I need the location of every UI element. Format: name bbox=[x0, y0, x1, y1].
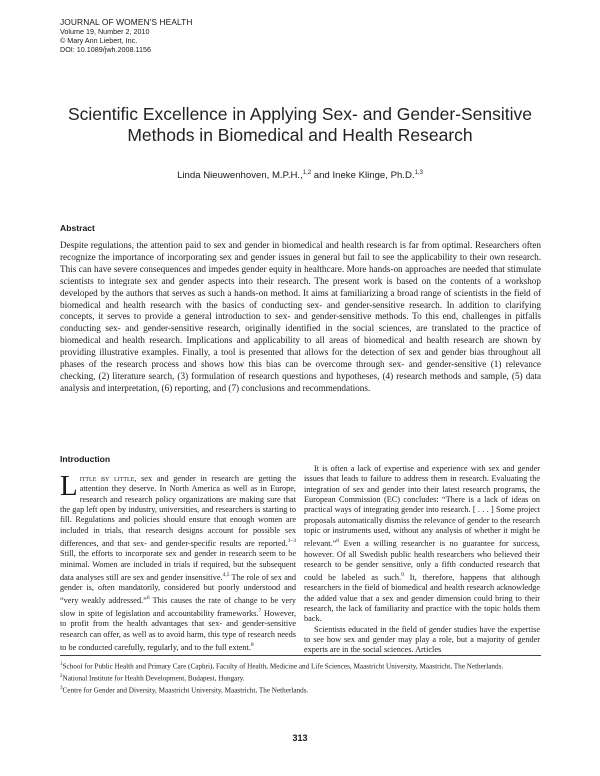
intro-paragraph-1 bbox=[60, 470, 297, 653]
right-column bbox=[304, 464, 540, 656]
author-1-affiliation: 1,2 bbox=[302, 170, 312, 176]
footnote-text: National Institute for Health Development, Budapest, Hungary. bbox=[62, 674, 245, 683]
author-1: Linda Nieuwenhoven, M.P.H., bbox=[177, 170, 303, 182]
intro-paragraph-3: Scientists educated in the field of gender studies have the expertise to see how sex and gender may play a role, but a majority of gender experts are in the social sciences. Articles bbox=[304, 624, 540, 655]
intro-text: The role of sex and gender is, often mandatorily, considered but poorly understood and “very weakly addressed.” bbox=[60, 572, 296, 606]
drop-cap: L bbox=[60, 470, 78, 502]
intro-text: , sex and gender in research are getting the attention they deserve. In North America as well as in Europe, research and research policy organizations are making sure that the gap left open by industry, universities, and researchers is starting to fill. Regulations and policies should ensure that enough women are included in trials, that research designs account for possible sex differences, and that sex- and gender-specific results are reported. bbox=[60, 474, 296, 548]
footnote bbox=[60, 684, 541, 696]
abstract-heading: Abstract bbox=[60, 223, 95, 233]
footnotes bbox=[60, 660, 541, 696]
journal-volume: Volume 19, Number 2, 2010 bbox=[60, 27, 150, 36]
intro-text: This causes the rate of change to be very slow in spite of legislation and accountability frameworks. bbox=[60, 596, 296, 619]
footnote-text: School for Public Health and Primary Care (Caphri), Faculty of Health, Medicine and Life Sciences, Maastricht University, Maastricht, The Netherlands. bbox=[62, 662, 504, 671]
footnote bbox=[60, 672, 541, 684]
journal-header bbox=[60, 18, 193, 54]
abstract-text: Despite regulations, the attention paid to sex and gender in biomedical and health research is far from optimal. Researchers often recognize the importance of incorporating sex and gender issues in general but fail to see the applicability to their own research. This can have severe consequences and impedes gender equity in healthcare. More hands-on approaches are needed that stimulate scientists to integrate sex and gender aspects into their research. The present work is based on the contents of a workshop developed by the authors that serves as such a hands-on method. It aims at familiarizing a broad range of scientists in the field of biomedical and health research with the basics of conducting sex- and gender-sensitive research. In addition to clarifying concepts, it serves to provide a general introduction to sex- and gender-sensitive methods. To this end, challenges in pitfalls conducting sex- and gender-sensitive research, originally identified in the social sciences, are translated to the practice of biomedical and health research. Implications and applicability to all areas of biomedical and health research are shown by providing illustrative examples. Finally, a tool is presented that allows for the detection of sex and gender bias throughout all phases of the research process and shows how this bias can be overcome through sex- and gender-sensitive (1) relevance checking, (2) literature search, (3) formulation of research questions and hypotheses, (4) research methods and sample, (5) data analysis and interpretation, (6) reporting, and (7) conclusions and recommendations. bbox=[60, 240, 541, 393]
citation: 9 bbox=[401, 572, 404, 579]
title-line-2: Methods in Biomedical and Health Research bbox=[127, 125, 473, 145]
footnote-marker: 2 bbox=[60, 673, 63, 679]
intro-text: Even a willing researcher is no guarantee for success, however. Of all Swedish public health researchers who believed their research to be gender sensitive, only a fifth conducted research that could be labeled as such. bbox=[304, 539, 540, 582]
footnote-text: Centre for Gender and Diversity, Maastricht University, Maastricht, The Netherlands. bbox=[62, 686, 309, 695]
intro-text: It, therefore, happens that although researchers in the field of biomedical and health research acknowledge the added value that a sex and gender dimension could bring to their research, the lack of familiarity and practice with the topic holds them back. bbox=[304, 572, 540, 624]
author-2: Ineke Klinge, Ph.D. bbox=[332, 170, 415, 182]
opening-small-caps: ittle by little bbox=[79, 474, 135, 483]
citation: 7 bbox=[258, 608, 262, 615]
journal-doi: DOI: 10.1089/jwh.2008.1156 bbox=[60, 45, 151, 54]
author-conjunction: and bbox=[311, 170, 333, 182]
introduction-heading: Introduction bbox=[60, 454, 111, 464]
journal-copyright: © Mary Ann Liebert, Inc. bbox=[60, 36, 138, 45]
citation: 4,5 bbox=[222, 571, 230, 578]
footnote-marker: 3 bbox=[60, 685, 63, 691]
citation: 8 bbox=[250, 642, 254, 649]
intro-paragraph-2 bbox=[304, 464, 540, 625]
author-line bbox=[40, 170, 560, 181]
title-line-1: Scientific Excellence in Applying Sex- and Gender-Sensitive bbox=[68, 104, 532, 124]
intro-text: However, to profit from the health advantages that sex- and gender-sensitive research can offer, as well as to avoid harm, this type of research needs to be conducted carefully, regularly, and to the full extent. bbox=[60, 609, 297, 652]
author-2-affiliation: 1,3 bbox=[414, 170, 423, 176]
footnote bbox=[60, 660, 541, 672]
intro-text: Still, the efforts to incorporate sex and gender in research seem to be minimal. Women are included in trials if required, but the subsequent data analyses still are sex and gender insensitive. bbox=[60, 549, 296, 582]
citation: 6 bbox=[336, 538, 340, 545]
article-title bbox=[40, 104, 560, 146]
intro-text: It is often a lack of expertise and experience with sex and gender issues that leads to failure to address them in research. Evaluating the integration of sex and gender into their latest research programs, the European Commission (EC) concludes: “There is a lack of ideas on practical ways of integrating gender into research. [ . . . ] Some project proposals automatically dismiss the relevance of gender to the research topic or instruments used, without any analysis of whether it might be relevant.” bbox=[304, 464, 540, 549]
citation: 1–3 bbox=[287, 538, 296, 545]
page-number: 313 bbox=[292, 733, 308, 743]
left-column bbox=[60, 470, 297, 653]
footnote-marker: 1 bbox=[60, 662, 63, 667]
journal-name: JOURNAL OF WOMEN'S HEALTH bbox=[60, 17, 193, 27]
citation: 6 bbox=[146, 595, 150, 602]
footnote-divider bbox=[60, 655, 541, 656]
